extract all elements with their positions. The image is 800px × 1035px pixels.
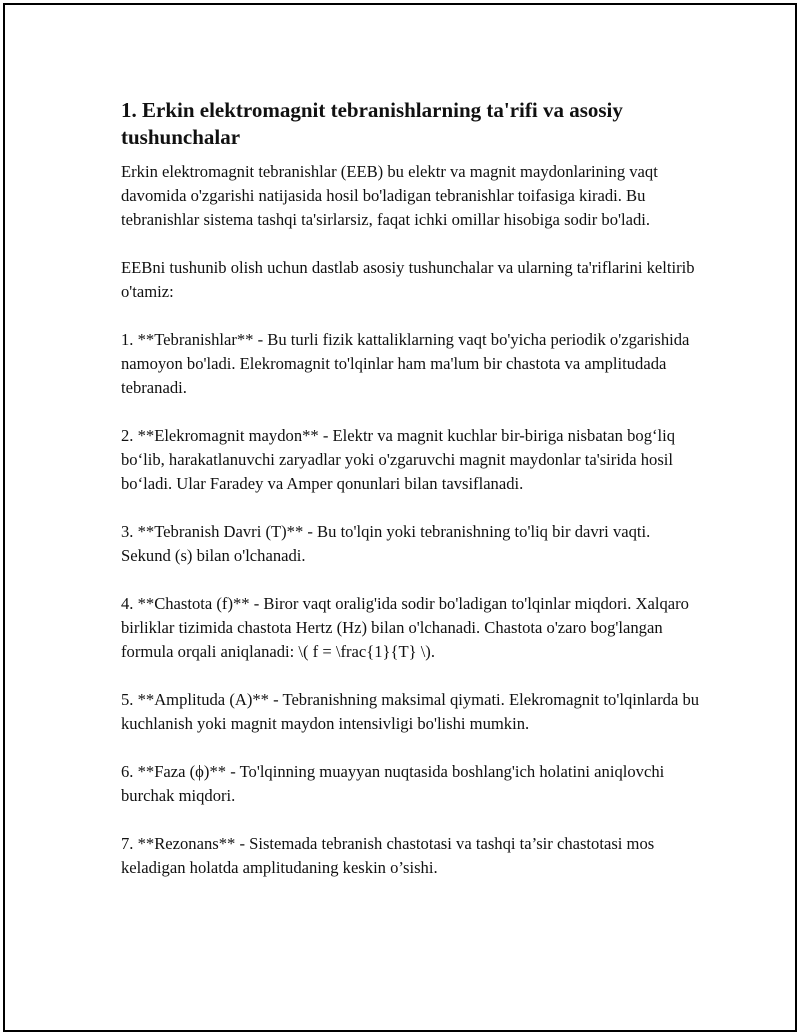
paragraph-lead-in: EEBni tushunib olish uchun dastlab asosiy tushunchalar va ularning ta'riflarini keltirib o'tamiz: [121, 258, 695, 301]
document-page [3, 3, 797, 1032]
list-item-tebranishlar: 1. **Tebranishlar** - Bu turli fizik kattaliklarning vaqt bo'yicha periodik o'zgarishida namoyon bo'ladi. Elekromagnit to'lqinlar ham ma'lum bir chastota va amplitudada tebranadi. [121, 330, 690, 397]
list-item-chastota: 4. **Chastota (f)** - Biror vaqt oralig'ida sodir bo'ladigan to'lqinlar miqdori. Xalqaro birliklar tizimida chastota Hertz (Hz) bilan o'lchanadi. Chastota o'zaro bog'langan formula orqali aniqlanadi: \( f = \frac{1}{T} \). [121, 594, 689, 661]
document-content [121, 97, 701, 880]
list-item-rezonans: 7. **Rezonans** - Sistemada tebranish chastotasi va tashqi ta’sir chastotasi mos keladigan holatda amplitudaning keskin o’sishi. [121, 834, 655, 877]
list-item-amplituda: 5. **Amplituda (A)** - Tebranishning maksimal qiymati. Elekromagnit to'lqinlarda bu kuchlanish yoki magnit maydon intensivligi bo'lishi mumkin. [121, 690, 700, 733]
paragraph-intro: Erkin elektromagnit tebranishlar (EEB) bu elektr va magnit maydonlarining vaqt davomida o'zgarishi natijasida hosil bo'ladigan tebranishlar toifasiga kiradi. Bu tebranishlar sistema tashqi ta'sirlarsiz, faqat ichki omillar hisobiga sodir bo'ladi. [121, 162, 658, 229]
section-title: 1. Erkin elektromagnit tebranishlarning ta'rifi va asosiy tushunchalar [121, 98, 623, 149]
list-item-faza: 6. **Faza (ϕ)** - To'lqinning muayyan nuqtasida boshlang'ich holatini aniqlovchi burchak miqdori. [121, 762, 665, 805]
list-item-elekromagnit-maydon: 2. **Elekromagnit maydon** - Elektr va magnit kuchlar bir-biriga nisbatan bog‘liq bo‘lib, harakatlanuvchi zaryadlar yoki o'zgaruvchi magnit maydonlar ta'sirida hosil bo‘ladi. Ular Faradey va Amper qonunlari bilan tavsiflanadi. [121, 426, 676, 493]
list-item-tebranish-davri: 3. **Tebranish Davri (T)** - Bu to'lqin yoki tebranishning to'liq bir davri vaqti. Sekund (s) bilan o'lchanadi. [121, 522, 651, 565]
